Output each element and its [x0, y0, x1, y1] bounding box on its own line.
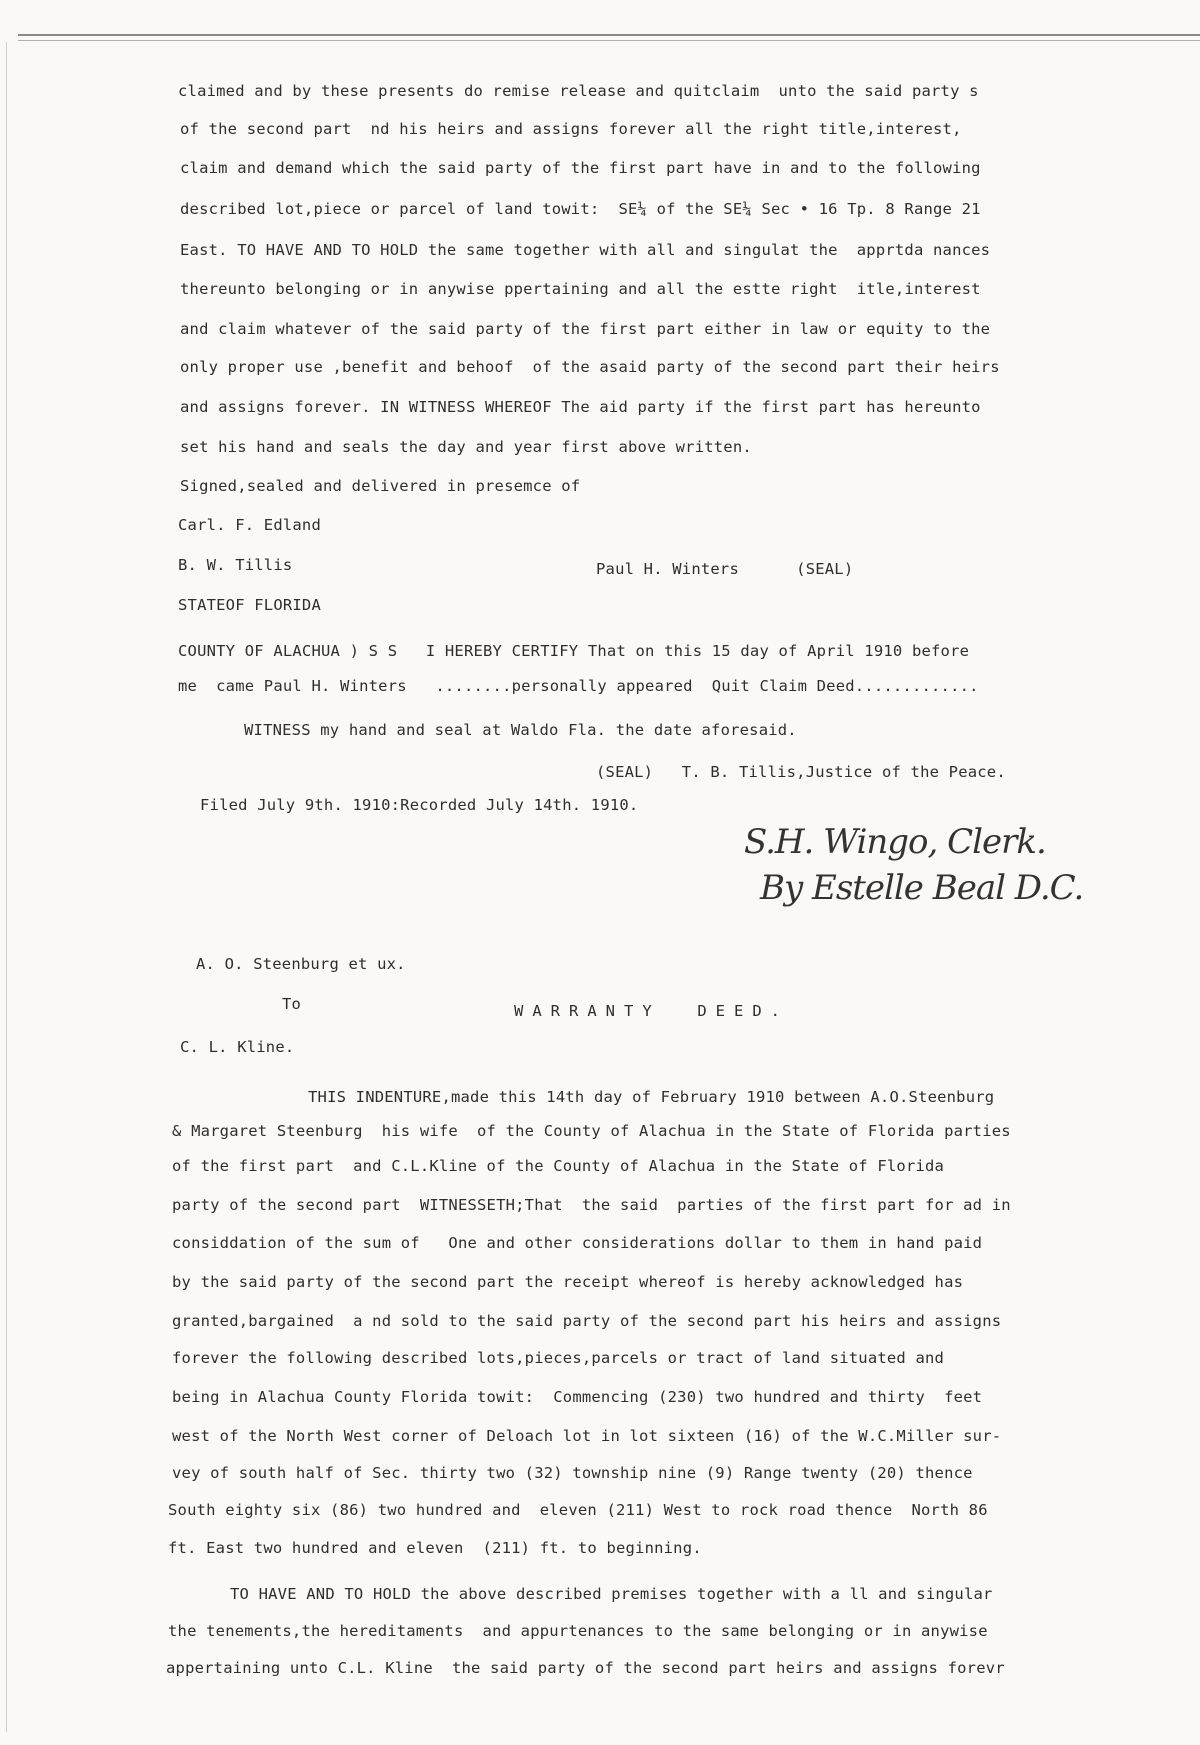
signature-line-2: By Estelle Beal D.C.: [760, 868, 1084, 908]
top-rule: [18, 34, 1200, 36]
text-line: COUNTY OF ALACHUA ) S S I HEREBY CERTIFY That on this 15 day of April 1910 before: [178, 642, 970, 660]
text-line: and assigns forever. IN WITNESS WHEREOF The aid party if the first part has hereunto: [180, 398, 981, 416]
text-line: granted,bargained a nd sold to the said party of the second part his heirs and assigns: [172, 1312, 1002, 1330]
state-line: STATEOF FLORIDA: [178, 596, 321, 614]
filed-recorded-line: Filed July 9th. 1910:Recorded July 14th. 1910.: [200, 796, 639, 814]
top-rule-thin: [18, 40, 1200, 41]
text-line: of the second part nd his heirs and assigns forever all the right title,interest,: [180, 120, 962, 138]
clerk-signature: [728, 818, 1128, 948]
page-edge: [6, 42, 7, 1732]
witness-name: Carl. F. Edland: [178, 516, 321, 534]
grantor-party: A. O. Steenburg et ux.: [196, 955, 406, 973]
text-line: South eighty six (86) two hundred and eleven (211) West to rock road thence North 86: [168, 1501, 988, 1519]
text-line: and claim whatever of the said party of the first part either in law or equity to the: [180, 320, 991, 338]
text-line: by the said party of the second part the receipt whereof is hereby acknowledged has: [172, 1273, 964, 1291]
document-title: WARRANTY DEED.: [514, 1002, 789, 1020]
text-line: THIS INDENTURE,made this 14th day of February 1910 between A.O.Steenburg: [308, 1088, 995, 1106]
justice-signature-line: (SEAL) T. B. Tillis,Justice of the Peace.: [596, 763, 1006, 781]
text-line: claimed and by these presents do remise release and quitclaim unto the said party s: [178, 82, 979, 100]
to-label: To: [282, 995, 302, 1013]
text-line: Signed,sealed and delivered in presemce of: [180, 477, 581, 495]
text-line: WITNESS my hand and seal at Waldo Fla. the date aforesaid.: [244, 721, 797, 739]
text-line: described lot,piece or parcel of land towit: SE¼ of the SE¼ Sec • 16 Tp. 8 Range 21: [180, 200, 981, 218]
text-line: claim and demand which the said party of the first part have in and to the following: [180, 159, 981, 177]
text-line: of the first part and C.L.Kline of the County of Alachua in the State of Florida: [172, 1157, 945, 1175]
text-line: thereunto belonging or in anywise ppertaining and all the estte right itle,interest: [180, 280, 981, 298]
text-line: being in Alachua County Florida towit: Commencing (230) two hundred and thirty feet: [172, 1388, 983, 1406]
grantor-signature-line: Paul H. Winters (SEAL): [596, 560, 854, 578]
text-line: set his hand and seals the day and year first above written.: [180, 438, 752, 456]
text-line: vey of south half of Sec. thirty two (32) township nine (9) Range twenty (20) thence: [172, 1464, 973, 1482]
text-line: East. TO HAVE AND TO HOLD the same together with all and singulat the apprtda nances: [180, 241, 991, 259]
text-line: TO HAVE AND TO HOLD the above described premises together with a ll and singular: [230, 1585, 993, 1603]
text-line: me came Paul H. Winters ........personally appeared Quit Claim Deed.............: [178, 677, 979, 695]
text-line: & Margaret Steenburg his wife of the County of Alachua in the State of Florida parties: [172, 1122, 1011, 1140]
text-line: party of the second part WITNESSETH;That the said parties of the first part for ad in: [172, 1196, 1011, 1214]
text-line: forever the following described lots,pieces,parcels or tract of land situated and: [172, 1349, 945, 1367]
text-line: only proper use ,benefit and behoof of the asaid party of the second part their heirs: [180, 358, 1000, 376]
text-line: considdation of the sum of One and other considerations dollar to them in hand paid: [172, 1234, 983, 1252]
witness-name: B. W. Tillis: [178, 556, 293, 574]
text-line: appertaining unto C.L. Kline the said party of the second part heirs and assigns forevr: [166, 1659, 1005, 1677]
text-line: west of the North West corner of Deloach lot in lot sixteen (16) of the W.C.Miller sur-: [172, 1427, 1002, 1445]
signature-line-1: S.H. Wingo, Clerk.: [744, 822, 1046, 862]
text-line: the tenements,the hereditaments and appurtenances to the same belonging or in anywise: [168, 1622, 988, 1640]
text-line: ft. East two hundred and eleven (211) ft. to beginning.: [168, 1539, 702, 1557]
grantee-party: C. L. Kline.: [180, 1038, 295, 1056]
